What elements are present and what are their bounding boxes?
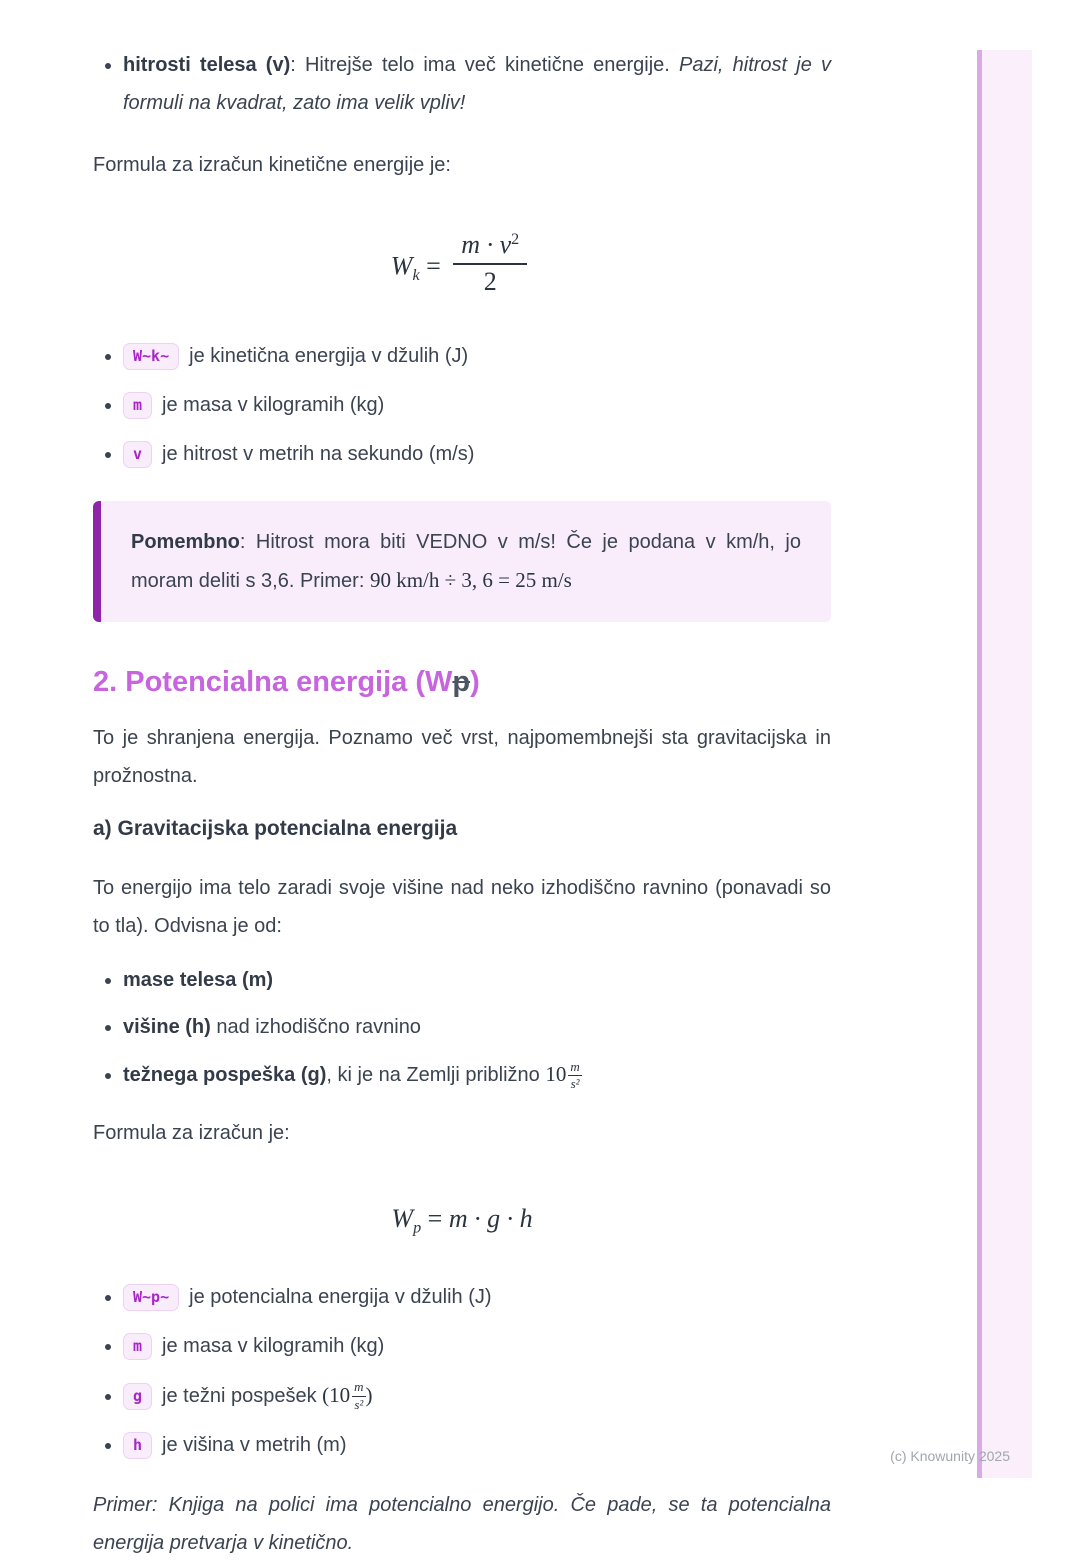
section-heading-potential-energy: 2. Potencialna energija (Wp) (93, 666, 480, 698)
potential-variables-list (93, 1280, 831, 1462)
var-description: je masa v kilogramih (kg) (162, 394, 385, 416)
var-description: je potencialna energija v džulih (J) (189, 1285, 492, 1308)
potential-formula-intro: Formula za izračun je: (93, 1122, 290, 1144)
formula-lhs: W (390, 251, 413, 281)
units-fraction: $\frac{m}{\text{s²}}$ (570, 1058, 580, 1092)
code-badge: W~p~ (123, 1284, 179, 1311)
callout-math: 90 km/h ÷ 3, 6 = 25 m/s (369, 568, 572, 592)
callout-text: : Hitrost mora biti VEDNO v m/s! Če je podana v km/h, jo moram deliti s 3,6. Primer: (131, 531, 801, 592)
important-callout (93, 501, 831, 622)
bullet-note: Pazi, hitrost je v formuli na kvadrat, zato ima velik vpliv! (123, 54, 831, 114)
var-description: je kinetična energija v džulih (J) (189, 345, 469, 367)
equals-sign: = (427, 1204, 449, 1233)
gravitational-intro: To energijo ima telo zaradi svoje višine nad neko izhodiščno ravnino (ponavadi so to tla). Odvisna je od: (93, 877, 831, 937)
kinetic-factors-list (93, 46, 831, 122)
potential-intro: To je shranjena energija. Poznamo več vrst, najpomembnejši sta gravitacijska in prožnostna. (93, 727, 831, 787)
code-badge: W~k~ (123, 343, 179, 370)
callout-lead: Pomembno (131, 531, 240, 553)
list-item (123, 1428, 831, 1462)
list-item (123, 339, 831, 373)
list-item (123, 388, 831, 422)
code-badge: v (123, 441, 152, 468)
code-badge: g (123, 1383, 152, 1410)
list-item (123, 1057, 831, 1092)
formula-lhs: W (391, 1204, 414, 1233)
formula-lhs-subscript: k (412, 267, 420, 285)
list-item (123, 1329, 831, 1363)
list-item (123, 46, 831, 122)
bullet-lead: težnega pospeška (g) (123, 1064, 327, 1086)
kinetic-energy-formula (93, 230, 831, 297)
formula-rhs: m · g · h (448, 1204, 533, 1233)
decorative-right-strip (977, 50, 1032, 1478)
list-item (123, 963, 831, 997)
code-badge: m (123, 1333, 152, 1360)
gravity-value-math: 10 $\frac{m}{\text{s²}}$ (545, 1058, 580, 1092)
struck-subscript: p (452, 666, 471, 698)
bullet-text: : Hitrejše telo ima več kinetične energije. (290, 54, 680, 76)
example-paragraph: Primer: Knjiga na polici ima potencialno energijo. Če pade, se ta potencialna energija pretvarja v kinetično. (93, 1493, 831, 1554)
bullet-text: nad izhodiščno ravnino (210, 1016, 421, 1038)
list-item (123, 437, 831, 471)
gravitational-deps-list (93, 963, 831, 1092)
var-description: je višina v metrih (m) (162, 1433, 347, 1456)
list-item (123, 1378, 831, 1413)
copyright: (c) Knowunity 2025 (890, 1448, 1010, 1464)
kinetic-variables-list (93, 339, 831, 471)
fraction (453, 230, 527, 297)
code-badge: h (123, 1432, 152, 1459)
exponent: 2 (511, 231, 520, 249)
list-item (123, 1280, 831, 1314)
bullet-lead: višine (h) (123, 1016, 211, 1038)
equals-sign: = (426, 251, 441, 281)
sub-heading-gravitational: a) Gravitacijska potencialna energija (93, 817, 458, 840)
note-content (93, 46, 831, 1562)
fraction-denominator: 2 (483, 267, 497, 296)
bullet-lead: mase telesa (m) (123, 969, 274, 991)
gravity-value-math: (10 $\frac{m}{\text{s²}}$ ) (322, 1379, 373, 1412)
fraction-numerator: $m \cdot v^2$ (453, 230, 527, 265)
bullet-lead: hitrosti telesa (v) (123, 54, 291, 76)
bullet-text: , ki je na Zemlji približno (326, 1064, 546, 1086)
formula-lhs-subscript: p (413, 1219, 422, 1237)
potential-energy-formula (93, 1204, 831, 1238)
code-badge: m (123, 392, 152, 419)
list-item (123, 1010, 831, 1044)
units-fraction: $\frac{m}{\text{s²}}$ (354, 1379, 364, 1412)
var-description: je masa v kilogramih (kg) (162, 1334, 385, 1357)
var-description: je hitrost v metrih na sekundo (m/s) (162, 443, 475, 465)
kinetic-formula-intro: Formula za izračun kinetične energije je: (93, 154, 451, 176)
var-description: je težni pospešek (162, 1384, 323, 1407)
